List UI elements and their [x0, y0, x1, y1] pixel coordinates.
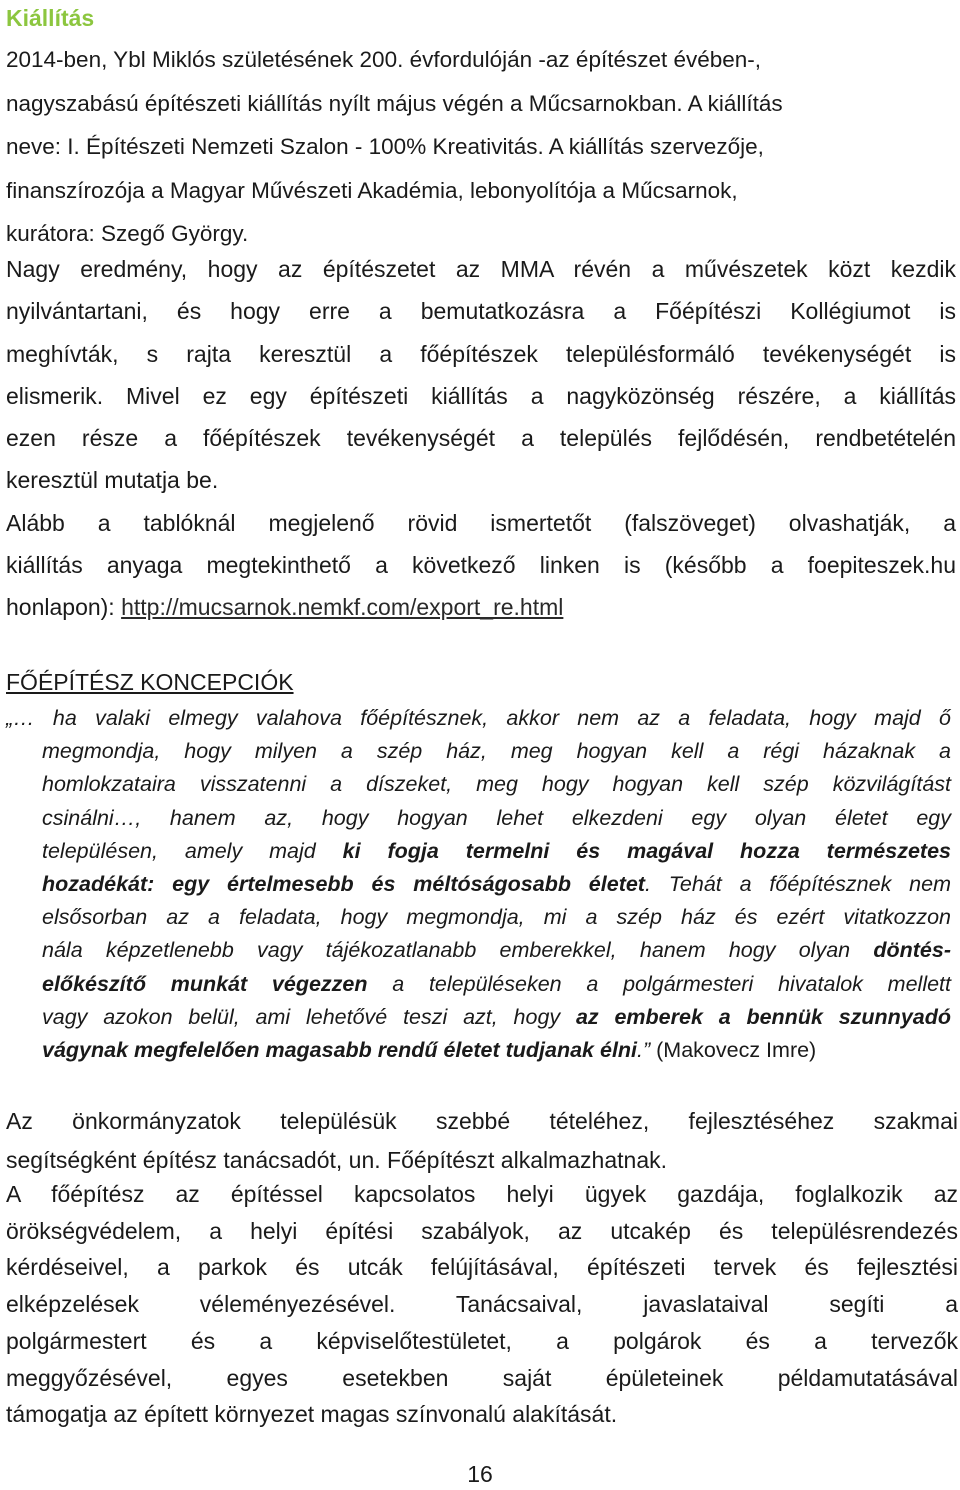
- text-line: támogatja az épített környezet magas színvonalú alakítását.: [6, 1401, 618, 1428]
- quote-line: [6, 868, 951, 901]
- section-heading: Kiállítás: [6, 5, 95, 31]
- quote-line: elsősorban az a feladata, hogy megmondja, mi a szép ház és ezért vitatkozzon: [42, 905, 951, 930]
- text-line: A főépítész az építéssel kapcsolatos helyi ügyek gazdája, foglalkozik az: [6, 1181, 958, 1207]
- link-prefix: honlapon):: [6, 594, 122, 621]
- intro-paragraph: [6, 38, 951, 256]
- text-line: kérdéseivel, a parkok és utcák felújításával, építészeti tervek és fejlesztési: [6, 1254, 958, 1281]
- quote-line: homlokzataira visszatenni a díszeket, meg hogy hogyan kell szép közvilágítást: [42, 772, 951, 797]
- text-line: Nagy eredmény, hogy az építészetet az MMA révén a művészetek közt kezdik: [6, 256, 956, 282]
- text-line: meggyőzésével, egyes esetekben saját épületeinek példamutatásával: [6, 1364, 958, 1391]
- text-line: polgármestert és a képviselőtestületet, a polgárok és a tervezők: [6, 1327, 958, 1354]
- text-line: nagyszabású építészeti kiállítás nyílt május végén a Műcsarnokban. A kiállítás: [6, 90, 783, 116]
- text-line: [6, 586, 956, 628]
- quote-line: csinálni…, hanem az, hogy hogyan lehet elkezdeni egy olyan életet egy: [42, 805, 951, 830]
- text-line: finanszírozója a Magyar Művészeti Akadémia, lebonyolítója a Műcsarnok,: [6, 177, 738, 203]
- exhibition-link[interactable]: http://mucsarnok.nemkf.com/export_re.html: [121, 594, 564, 621]
- quote-text: vagy azokon belül, ami lehetővé teszi azt, hogy: [42, 1004, 576, 1029]
- text-line: elismerik. Mivel ez egy építészeti kiállítás a nagyközönség részére, a kiállítás: [6, 382, 956, 409]
- text-line: Alább a tablóknál megjelenő rövid ismertetőt (falszöveget) olvashatják, a: [6, 509, 956, 536]
- quote-emphasis: döntés-: [873, 938, 951, 963]
- quote-emphasis: az emberek a bennük szunnyadó: [575, 1004, 951, 1029]
- chief-architect-paragraph: [6, 1176, 958, 1433]
- text-line: kiállítás anyaga megtekinthető a következő linken is (később a foepiteszek.hu: [6, 552, 956, 579]
- text-line: Az önkormányzatok településük szebbé tételéhez, fejlesztéséhez szakmai: [6, 1108, 958, 1134]
- quote-line: „… ha valaki elmegy valahova főépítésznek, akkor nem az a feladata, hogy majd ő: [6, 706, 951, 730]
- municipality-paragraph: [6, 1102, 958, 1180]
- mma-paragraph: [6, 248, 956, 629]
- quote-line: [6, 1034, 951, 1067]
- text-line: 2014-ben, Ybl Miklós születésének 200. évfordulóján -az építészet évében-,: [6, 47, 762, 72]
- quote-emphasis: hozadékát: egy értelmesebb és méltóságosabb életet: [42, 872, 645, 897]
- quote-text: nála képzetlenebb vagy tájékozatlanabb emberekkel, hanem hogy olyan: [42, 938, 874, 963]
- text-line: ezen része a főépítészek tevékenységét a település fejlődésén, rendbetételén: [6, 425, 956, 452]
- text-line: segítségként építész tanácsadót, un. Főépítészt alkalmazhatnak.: [6, 1147, 668, 1173]
- quote-emphasis: előkészítő munkát végezzen: [42, 971, 368, 996]
- quote-text: . Tehát a főépítésznek nem: [644, 872, 951, 897]
- page-number: 16: [467, 1461, 493, 1487]
- quote-line: megmondja, hogy milyen a szép ház, meg hogyan kell a régi házaknak a: [42, 739, 951, 764]
- quote-emphasis: vágynak megfelelően magasabb rendű életet tudjanak élni: [42, 1038, 638, 1063]
- quote-text: a településeken a polgármesteri hivatalok mellett: [367, 971, 951, 996]
- quote-line: [6, 835, 951, 868]
- quote-line: [6, 1001, 951, 1034]
- quote-text: .”: [637, 1038, 657, 1063]
- text-line: keresztül mutatja be.: [6, 467, 219, 494]
- text-line: neve: I. Építészeti Nemzeti Szalon - 100% Kreativitás. A kiállítás szervezője,: [6, 134, 764, 159]
- quote-text: településen, amely majd: [42, 838, 343, 863]
- text-line: elképzelések véleményezésével. Tanácsaival, javaslataival segíti a: [6, 1291, 958, 1318]
- quote-line: [6, 968, 951, 1001]
- text-line: nyilvántartani, és hogy erre a bemutatkozásra a Főépítészi Kollégiumot is: [6, 298, 956, 325]
- text-line: meghívták, s rajta keresztül a főépítészek településformáló tevékenységét is: [6, 340, 956, 367]
- quote-emphasis: ki fogja termelni és magával hozza természetes: [342, 838, 951, 863]
- quote-line: [6, 934, 951, 967]
- text-line: örökségvédelem, a helyi építési szabályok, az utcakép és településrendezés: [6, 1217, 958, 1244]
- subheading: FŐÉPÍTÉSZ KONCEPCIÓK: [6, 669, 294, 695]
- text-line: kurátora: Szegő György.: [6, 221, 249, 246]
- quote-attribution: (Makovecz Imre): [656, 1038, 817, 1063]
- makovecz-quote: [6, 702, 951, 1067]
